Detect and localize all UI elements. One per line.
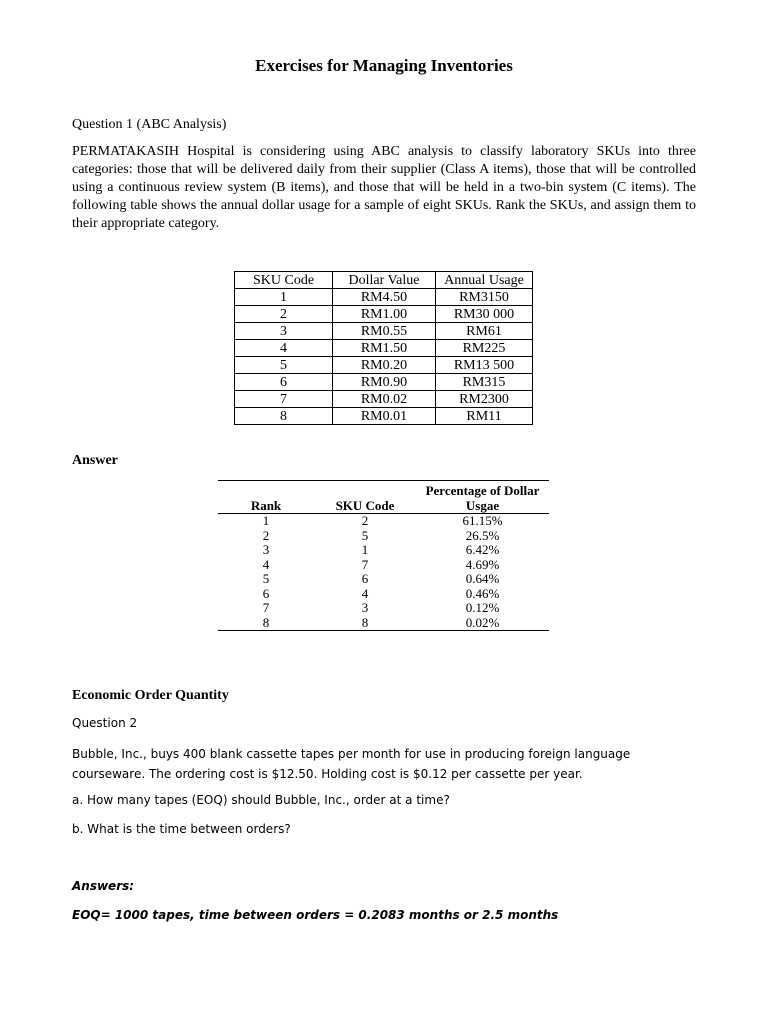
question-1-text: PERMATAKASIH Hospital is considering using ABC analysis to classify laboratory SKUs into three categories: those that will be delivered daily from their supplier (Class A items), those that will be controlled using a continuous review system (B items), and those that will be held in a two-bin system (C items). The following table shows the annual dollar usage for a sample of eight SKUs. Rank the SKUs, and assign them to their appropriate category.: [72, 144, 696, 231]
table-cell: 4.69%: [465, 556, 500, 572]
table-cell: 3: [262, 542, 270, 558]
rank-table-row: [218, 514, 549, 529]
table-cell: 7: [235, 391, 333, 408]
sku-table-header-row: [235, 272, 533, 289]
page-title: Exercises for Managing Inventories: [255, 56, 513, 75]
sku-table-row: [235, 374, 533, 391]
table-cell: 4: [262, 556, 270, 572]
sku-table: [234, 271, 533, 425]
table-cell: RM315: [436, 374, 533, 391]
table-cell: 0.64%: [465, 571, 500, 587]
table-cell: 7: [262, 600, 270, 616]
table-cell: RM2300: [436, 391, 533, 408]
table-cell: RM30 000: [436, 306, 533, 323]
table-cell: 1: [235, 289, 333, 306]
table-cell: 4: [235, 340, 333, 357]
sku-table-row: [235, 323, 533, 340]
table-cell: 1: [361, 542, 369, 558]
sku-table-row: [235, 340, 533, 357]
table-cell: 7: [361, 556, 369, 572]
sku-table-header: SKU Code: [235, 272, 333, 289]
table-cell: 0.02%: [416, 616, 549, 631]
table-cell: RM13 500: [436, 357, 533, 374]
table-cell: 0.12%: [465, 600, 500, 616]
question-1-heading: Question 1 (ABC Analysis): [72, 117, 227, 132]
table-cell: 3: [361, 600, 369, 616]
question-2-heading: Question 2: [72, 716, 138, 730]
table-cell: RM0.01: [333, 408, 436, 425]
table-cell: RM61: [436, 323, 533, 340]
rank-table-header: SKU Code: [314, 481, 416, 514]
table-cell: RM11: [436, 408, 533, 425]
table-cell: 2: [235, 306, 333, 323]
sku-table-row: [235, 306, 533, 323]
table-cell: 61.15%: [462, 513, 503, 529]
rank-table-body: [218, 514, 549, 631]
table-cell: 5: [361, 527, 369, 543]
table-cell: 6: [262, 585, 270, 601]
sku-table-header: Annual Usage: [436, 272, 533, 289]
table-cell: RM0.90: [333, 374, 436, 391]
rank-table-row: [218, 558, 549, 573]
table-cell: 26.5%: [465, 527, 500, 543]
table-cell: RM225: [436, 340, 533, 357]
table-cell: 6: [361, 571, 369, 587]
answer-heading: Answer: [72, 453, 118, 468]
table-cell: RM0.20: [333, 357, 436, 374]
table-cell: 0.46%: [465, 585, 500, 601]
sku-table-row: [235, 408, 533, 425]
table-cell: 1: [262, 513, 270, 529]
rank-table-header: Rank: [218, 481, 314, 514]
rank-table-row: [218, 572, 549, 587]
table-cell: 8: [314, 616, 416, 631]
question-2-part-a: a. How many tapes (EOQ) should Bubble, Inc., order at a time?: [72, 793, 450, 807]
sku-table-body: [235, 289, 533, 425]
table-cell: RM3150: [436, 289, 533, 306]
rank-table-row: [218, 543, 549, 558]
table-cell: RM0.02: [333, 391, 436, 408]
rank-table-row: [218, 616, 549, 631]
table-cell: 3: [235, 323, 333, 340]
table-cell: RM4.50: [333, 289, 436, 306]
table-cell: 4: [361, 585, 369, 601]
answers-heading: Answers:: [72, 879, 135, 893]
sku-table-row: [235, 289, 533, 306]
rank-table-row: [218, 601, 549, 616]
rank-table-header-row: [218, 481, 549, 514]
question-2-part-b: b. What is the time between orders?: [72, 822, 291, 836]
eoq-heading: Economic Order Quantity: [72, 688, 229, 703]
rank-table: [218, 480, 549, 631]
table-cell: 8: [235, 408, 333, 425]
table-cell: 2: [262, 527, 270, 543]
answers-text: EOQ= 1000 tapes, time between orders = 0.2083 months or 2.5 months: [72, 908, 559, 922]
table-cell: RM1.50: [333, 340, 436, 357]
table-cell: 6.42%: [465, 542, 500, 558]
rank-table-row: [218, 587, 549, 602]
table-cell: 6: [235, 374, 333, 391]
table-cell: 5: [235, 357, 333, 374]
rank-table-header: Percentage of Dollar Usgae: [416, 481, 549, 514]
table-cell: RM1.00: [333, 306, 436, 323]
table-cell: 8: [218, 616, 314, 631]
sku-table-header: Dollar Value: [333, 272, 436, 289]
question-2-text: Bubble, Inc., buys 400 blank cassette tapes per month for use in producing foreign language courseware. The ordering cost is $12.50. Holding cost is $0.12 per cassette per year.: [72, 747, 631, 781]
table-cell: 5: [262, 571, 270, 587]
table-cell: RM0.55: [333, 323, 436, 340]
rank-table-row: [218, 529, 549, 544]
table-cell: 2: [361, 513, 369, 529]
sku-table-row: [235, 357, 533, 374]
sku-table-row: [235, 391, 533, 408]
